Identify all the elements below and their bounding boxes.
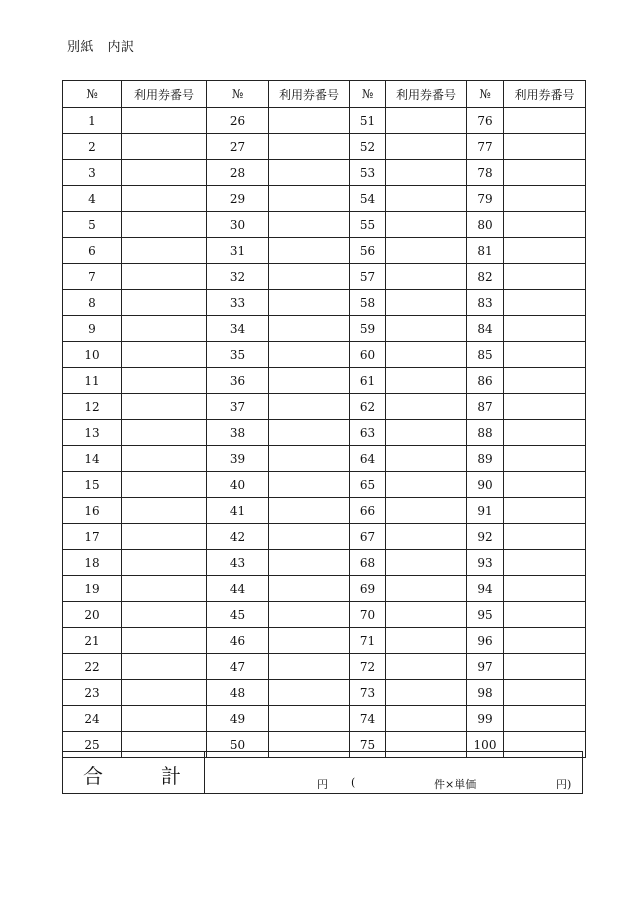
ticket-number-cell[interactable] (386, 628, 467, 654)
ticket-number-cell[interactable] (122, 446, 207, 472)
ticket-number-cell[interactable] (386, 498, 467, 524)
ticket-number-cell[interactable] (122, 524, 207, 550)
row-number: 59 (350, 316, 386, 342)
total-count-unit: 件×単価 (434, 778, 477, 791)
ticket-number-cell[interactable] (122, 342, 207, 368)
table-row (63, 576, 586, 602)
row-number: 57 (350, 264, 386, 290)
row-number: 53 (350, 160, 386, 186)
ticket-number-cell[interactable] (386, 654, 467, 680)
ticket-number-cell[interactable] (504, 238, 586, 264)
row-number: 63 (350, 420, 386, 446)
ticket-number-cell[interactable] (504, 290, 586, 316)
row-number: 41 (207, 498, 269, 524)
row-number: 55 (350, 212, 386, 238)
ticket-number-cell[interactable] (269, 472, 350, 498)
row-number: 30 (207, 212, 269, 238)
row-number: 49 (207, 706, 269, 732)
ticket-number-cell[interactable] (269, 446, 350, 472)
ticket-number-cell[interactable] (269, 212, 350, 238)
row-number: 37 (207, 394, 269, 420)
ticket-number-cell[interactable] (386, 238, 467, 264)
table-row (63, 654, 586, 680)
ticket-number-cell[interactable] (269, 108, 350, 134)
ticket-number-cell[interactable] (269, 368, 350, 394)
ticket-number-cell[interactable] (504, 602, 586, 628)
ticket-number-cell[interactable] (122, 498, 207, 524)
row-number: 33 (207, 290, 269, 316)
ticket-number-cell[interactable] (269, 498, 350, 524)
ticket-number-cell[interactable] (386, 342, 467, 368)
ticket-number-cell[interactable] (269, 290, 350, 316)
row-number: 42 (207, 524, 269, 550)
table-row (63, 446, 586, 472)
row-number: 88 (467, 420, 504, 446)
table-row (63, 368, 586, 394)
ticket-number-cell[interactable] (386, 186, 467, 212)
ticket-number-cell[interactable] (269, 602, 350, 628)
ticket-number-cell[interactable] (122, 108, 207, 134)
ticket-number-cell[interactable] (122, 706, 207, 732)
row-number: 62 (350, 394, 386, 420)
ticket-number-cell[interactable] (386, 290, 467, 316)
ticket-number-cell[interactable] (504, 628, 586, 654)
row-number: 69 (350, 576, 386, 602)
ticket-number-cell[interactable] (504, 134, 586, 160)
row-number: 34 (207, 316, 269, 342)
row-number: 8 (63, 290, 122, 316)
row-number: 71 (350, 628, 386, 654)
row-number: 70 (350, 602, 386, 628)
row-number: 46 (207, 628, 269, 654)
row-number: 95 (467, 602, 504, 628)
ticket-number-cell[interactable] (386, 160, 467, 186)
ticket-number-cell[interactable] (269, 238, 350, 264)
row-number: 91 (467, 498, 504, 524)
row-number: 64 (350, 446, 386, 472)
ticket-number-cell[interactable] (504, 706, 586, 732)
total-yen-close: 円) (556, 778, 572, 791)
header-ticket-number: 利用券番号 (269, 81, 350, 108)
table-row (63, 602, 586, 628)
ticket-number-cell[interactable] (386, 602, 467, 628)
row-number: 80 (467, 212, 504, 238)
row-number: 60 (350, 342, 386, 368)
ticket-number-cell[interactable] (504, 524, 586, 550)
ticket-number-cell[interactable] (122, 472, 207, 498)
ticket-number-cell[interactable] (504, 420, 586, 446)
row-number: 48 (207, 680, 269, 706)
table-row (63, 472, 586, 498)
ticket-table (62, 80, 586, 758)
ticket-number-cell[interactable] (504, 160, 586, 186)
header-no: № (63, 81, 122, 108)
row-number: 99 (467, 706, 504, 732)
ticket-number-cell[interactable] (504, 446, 586, 472)
table-row (63, 212, 586, 238)
row-number: 28 (207, 160, 269, 186)
table-row (63, 160, 586, 186)
row-number: 56 (350, 238, 386, 264)
row-number: 65 (350, 472, 386, 498)
row-number: 78 (467, 160, 504, 186)
row-number: 54 (350, 186, 386, 212)
row-number: 17 (63, 524, 122, 550)
ticket-number-cell[interactable] (269, 550, 350, 576)
row-number: 68 (350, 550, 386, 576)
row-number: 23 (63, 680, 122, 706)
ticket-number-cell[interactable] (269, 706, 350, 732)
total-yen: 円 (317, 778, 328, 791)
header-ticket-number: 利用券番号 (504, 81, 586, 108)
row-number: 92 (467, 524, 504, 550)
row-number: 9 (63, 316, 122, 342)
table-row (63, 342, 586, 368)
row-number: 76 (467, 108, 504, 134)
row-number: 45 (207, 602, 269, 628)
ticket-number-cell[interactable] (122, 680, 207, 706)
row-number: 39 (207, 446, 269, 472)
row-number: 13 (63, 420, 122, 446)
row-number: 16 (63, 498, 122, 524)
ticket-number-cell[interactable] (504, 186, 586, 212)
ticket-number-cell[interactable] (269, 628, 350, 654)
row-number: 5 (63, 212, 122, 238)
total-open-paren: ( (351, 776, 356, 789)
ticket-number-cell[interactable] (504, 576, 586, 602)
ticket-number-cell[interactable] (122, 420, 207, 446)
row-number: 58 (350, 290, 386, 316)
total-label-2: 計 (161, 764, 181, 788)
row-number: 77 (467, 134, 504, 160)
row-number: 38 (207, 420, 269, 446)
table-row (63, 524, 586, 550)
row-number: 79 (467, 186, 504, 212)
ticket-number-cell[interactable] (504, 394, 586, 420)
row-number: 15 (63, 472, 122, 498)
ticket-number-cell[interactable] (122, 368, 207, 394)
table-row (63, 394, 586, 420)
ticket-number-cell[interactable] (269, 394, 350, 420)
row-number: 83 (467, 290, 504, 316)
row-number: 86 (467, 368, 504, 394)
row-number: 10 (63, 342, 122, 368)
row-number: 72 (350, 654, 386, 680)
row-number: 47 (207, 654, 269, 680)
row-number: 20 (63, 602, 122, 628)
ticket-number-cell[interactable] (386, 264, 467, 290)
ticket-number-cell[interactable] (122, 602, 207, 628)
table-row (63, 264, 586, 290)
ticket-number-cell[interactable] (504, 550, 586, 576)
row-number: 74 (350, 706, 386, 732)
row-number: 100 (467, 732, 504, 758)
table-row (63, 550, 586, 576)
ticket-number-cell[interactable] (386, 212, 467, 238)
ticket-number-cell[interactable] (122, 134, 207, 160)
ticket-number-cell[interactable] (269, 524, 350, 550)
row-number: 75 (350, 732, 386, 758)
header-no: № (350, 81, 386, 108)
ticket-number-cell[interactable] (504, 264, 586, 290)
row-number: 7 (63, 264, 122, 290)
row-number: 94 (467, 576, 504, 602)
row-number: 36 (207, 368, 269, 394)
table-row (63, 316, 586, 342)
row-number: 67 (350, 524, 386, 550)
row-number: 26 (207, 108, 269, 134)
ticket-number-cell[interactable] (122, 238, 207, 264)
ticket-number-cell[interactable] (269, 134, 350, 160)
ticket-number-cell[interactable] (386, 680, 467, 706)
ticket-number-cell[interactable] (386, 524, 467, 550)
header-ticket-number: 利用券番号 (122, 81, 207, 108)
table-row (63, 290, 586, 316)
ticket-number-cell[interactable] (386, 134, 467, 160)
ticket-number-cell[interactable] (269, 264, 350, 290)
row-number: 18 (63, 550, 122, 576)
ticket-number-cell[interactable] (386, 576, 467, 602)
row-number: 97 (467, 654, 504, 680)
ticket-number-cell[interactable] (122, 186, 207, 212)
ticket-number-cell[interactable] (269, 576, 350, 602)
table-header-row (63, 81, 586, 108)
ticket-number-cell[interactable] (122, 550, 207, 576)
table-row (63, 706, 586, 732)
ticket-number-cell[interactable] (386, 420, 467, 446)
ticket-number-cell[interactable] (504, 342, 586, 368)
ticket-number-cell[interactable] (122, 264, 207, 290)
row-number: 84 (467, 316, 504, 342)
row-number: 93 (467, 550, 504, 576)
table-row (63, 108, 586, 134)
ticket-number-cell[interactable] (386, 706, 467, 732)
total-row (62, 751, 583, 794)
ticket-number-cell[interactable] (269, 420, 350, 446)
table-row (63, 680, 586, 706)
ticket-number-cell[interactable] (504, 368, 586, 394)
ticket-number-cell[interactable] (504, 212, 586, 238)
ticket-number-cell[interactable] (122, 654, 207, 680)
row-number: 50 (207, 732, 269, 758)
row-number: 22 (63, 654, 122, 680)
total-label-cell (63, 752, 205, 793)
row-number: 14 (63, 446, 122, 472)
ticket-number-cell[interactable] (386, 472, 467, 498)
row-number: 31 (207, 238, 269, 264)
row-number: 87 (467, 394, 504, 420)
row-number: 21 (63, 628, 122, 654)
ticket-number-cell[interactable] (386, 550, 467, 576)
row-number: 66 (350, 498, 386, 524)
ticket-number-cell[interactable] (269, 680, 350, 706)
table-row (63, 186, 586, 212)
ticket-number-cell[interactable] (122, 394, 207, 420)
row-number: 40 (207, 472, 269, 498)
row-number: 73 (350, 680, 386, 706)
row-number: 32 (207, 264, 269, 290)
row-number: 61 (350, 368, 386, 394)
row-number: 24 (63, 706, 122, 732)
row-number: 12 (63, 394, 122, 420)
ticket-number-cell[interactable] (269, 186, 350, 212)
ticket-number-cell[interactable] (269, 316, 350, 342)
row-number: 25 (63, 732, 122, 758)
header-no: № (467, 81, 504, 108)
table-row (63, 498, 586, 524)
row-number: 6 (63, 238, 122, 264)
ticket-number-cell[interactable] (122, 212, 207, 238)
ticket-number-cell[interactable] (122, 160, 207, 186)
row-number: 82 (467, 264, 504, 290)
ticket-number-cell[interactable] (269, 160, 350, 186)
row-number: 96 (467, 628, 504, 654)
ticket-number-cell[interactable] (504, 108, 586, 134)
row-number: 90 (467, 472, 504, 498)
row-number: 2 (63, 134, 122, 160)
ticket-number-cell[interactable] (269, 342, 350, 368)
table-row (63, 134, 586, 160)
row-number: 43 (207, 550, 269, 576)
row-number: 52 (350, 134, 386, 160)
ticket-number-cell[interactable] (269, 654, 350, 680)
row-number: 51 (350, 108, 386, 134)
table-row (63, 238, 586, 264)
row-number: 85 (467, 342, 504, 368)
ticket-number-cell[interactable] (122, 290, 207, 316)
row-number: 1 (63, 108, 122, 134)
total-label-1: 合 (83, 764, 103, 788)
ticket-number-cell[interactable] (386, 108, 467, 134)
ticket-number-cell[interactable] (386, 368, 467, 394)
page-heading: 別紙 内訳 (67, 40, 135, 55)
row-number: 29 (207, 186, 269, 212)
header-no: № (207, 81, 269, 108)
row-number: 3 (63, 160, 122, 186)
row-number: 4 (63, 186, 122, 212)
ticket-number-cell[interactable] (504, 498, 586, 524)
table-row (63, 420, 586, 446)
row-number: 89 (467, 446, 504, 472)
row-number: 27 (207, 134, 269, 160)
row-number: 44 (207, 576, 269, 602)
ticket-number-cell[interactable] (504, 316, 586, 342)
header-ticket-number: 利用券番号 (386, 81, 467, 108)
ticket-number-cell[interactable] (386, 446, 467, 472)
table-row (63, 628, 586, 654)
row-number: 19 (63, 576, 122, 602)
row-number: 11 (63, 368, 122, 394)
ticket-number-cell[interactable] (386, 394, 467, 420)
row-number: 81 (467, 238, 504, 264)
row-number: 35 (207, 342, 269, 368)
ticket-number-cell[interactable] (122, 628, 207, 654)
ticket-number-cell[interactable] (122, 576, 207, 602)
ticket-number-cell[interactable] (504, 654, 586, 680)
row-number: 98 (467, 680, 504, 706)
ticket-number-cell[interactable] (504, 680, 586, 706)
ticket-number-cell[interactable] (504, 472, 586, 498)
ticket-number-cell[interactable] (122, 316, 207, 342)
ticket-number-cell[interactable] (386, 316, 467, 342)
